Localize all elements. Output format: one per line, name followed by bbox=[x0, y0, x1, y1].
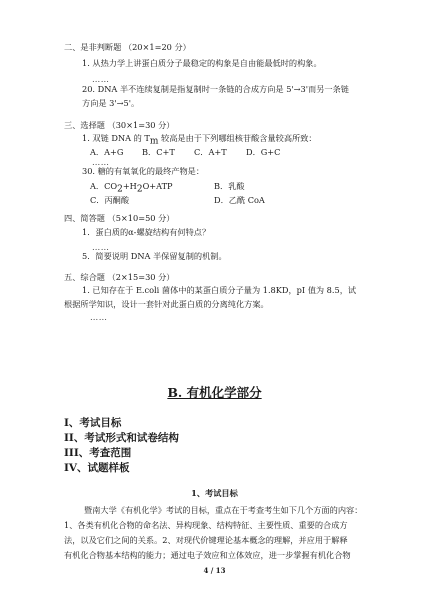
outline-item-exam-format: II、考试形式和试卷结构 bbox=[64, 432, 179, 444]
section-2-question-20-line-1: 20. DNA 半不连续复制是指复制时一条链的合成方向是 5'→3'而另一条链 bbox=[82, 84, 349, 94]
question-1-prefix: 1. 双链 DNA 的 T bbox=[82, 133, 150, 143]
section-4-question-1: 1．蛋白质的α-螺旋结构有何特点？ bbox=[82, 227, 211, 237]
paragraph-line-2: 1、各类有机化合物的命名法、异构现象、结构特征、主要性质、重要的合成方 bbox=[64, 520, 348, 530]
paragraph-line-1: 暨南大学《有机化学》考试的目标，重点在于考查考生如下几个方面的内容： bbox=[84, 505, 363, 515]
option-a-suffix: O+ATP bbox=[142, 181, 173, 191]
paragraph-line-3: 法，以及它们之间的关系。2、对现代价键理论基本概念的理解，并应用于解释 bbox=[64, 535, 348, 545]
section-5-question-1-line-2: 根据所学知识，设计一套针对此蛋白质的分离纯化方案。 bbox=[64, 299, 269, 309]
outline-item-exam-objectives: I、考试目标 bbox=[64, 417, 122, 429]
question-30-option-d: D．乙酰 CoA bbox=[214, 195, 265, 205]
section-3-question-1 bbox=[82, 133, 317, 147]
section-3-question-30: 30. 糖的有氧氧化的最终产物是： bbox=[82, 166, 205, 176]
section-2-question-1: 1. 从热力学上讲蛋白质分子最稳定的构象是自由能最低时的构象。 bbox=[82, 58, 322, 68]
tm-subscript: m bbox=[149, 136, 159, 147]
section-3-question-1-options bbox=[90, 147, 280, 157]
part-b-title: B. 有机化学部分 bbox=[167, 385, 262, 400]
co2-subscript: 2 bbox=[117, 184, 123, 195]
option-b: B．C+T bbox=[142, 147, 175, 157]
question-30-option-a bbox=[90, 181, 173, 195]
paragraph-line-4: 有机化合物基本结构的能力；通过电子效应和立体效应，进一步掌握有机化合物 bbox=[64, 550, 351, 560]
option-a-prefix: A．CO bbox=[90, 181, 118, 191]
option-c: C．A+T bbox=[194, 147, 227, 157]
page-number: 4 / 13 bbox=[203, 566, 226, 575]
option-a: A．A+G bbox=[90, 147, 124, 157]
section-4-heading: 四、简答题 （5×10=50 分） bbox=[64, 213, 175, 223]
section-2-ellipsis: …… bbox=[92, 74, 110, 84]
option-a-mid: +H bbox=[122, 181, 137, 191]
question-30-option-c: C．丙酮酸 bbox=[90, 195, 130, 205]
outline-item-sample-questions: IV、试题样板 bbox=[64, 462, 130, 474]
section-4-ellipsis: …… bbox=[92, 242, 110, 252]
section-5-ellipsis: …… bbox=[90, 312, 108, 322]
section-3-heading: 三、选择题 （30×1=30 分） bbox=[64, 120, 175, 130]
section-5-heading: 五、综合题 （2×15=30 分） bbox=[64, 272, 175, 282]
section-3-ellipsis: …… bbox=[92, 157, 110, 167]
sub-heading-exam-objectives: 1、考试目标 bbox=[191, 488, 238, 498]
question-30-option-b: B．乳酸 bbox=[214, 181, 245, 191]
question-1-suffix: 较高是由于下列哪组核苷酸含量较高所致： bbox=[158, 133, 317, 143]
section-2-question-20-line-2: 方向是 3'→5'。 bbox=[82, 98, 140, 108]
section-4-question-5: 5．简要说明 DNA 半保留复制的机制。 bbox=[82, 251, 227, 261]
outline-item-exam-scope: III、考查范围 bbox=[64, 447, 132, 459]
section-5-question-1-line-1: 1. 已知存在于 E.coli 菌体中的某蛋白质分子量为 1.8KD，pI 值为 8.5，试 bbox=[82, 285, 357, 295]
option-d: D．G+C bbox=[246, 147, 281, 157]
h2o-subscript: 2 bbox=[136, 184, 143, 195]
section-2-heading: 二、是非判断题 （20×1=20 分） bbox=[64, 42, 191, 52]
